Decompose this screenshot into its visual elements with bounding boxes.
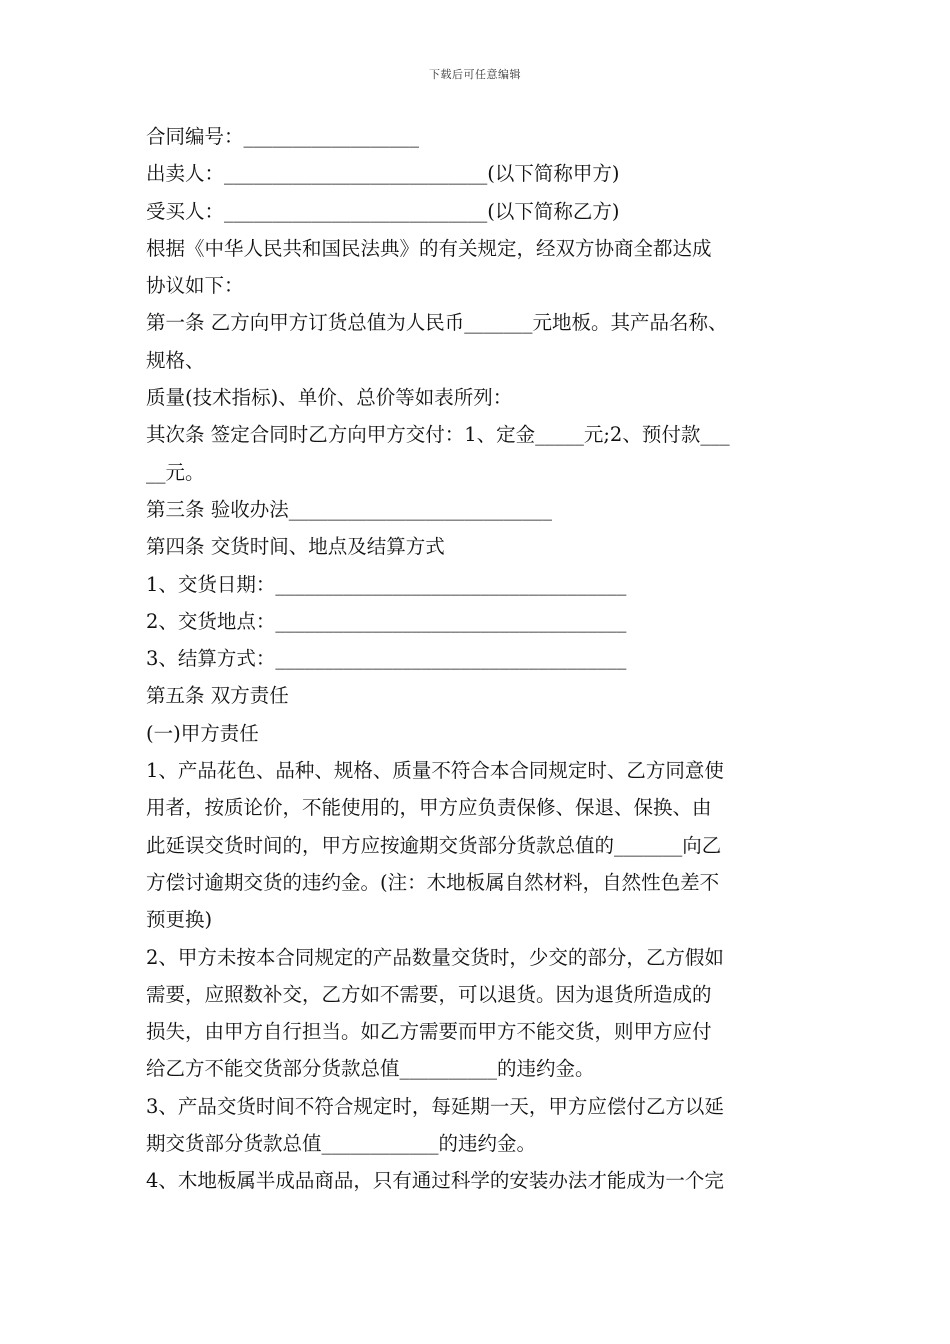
article-5-heading: 第五条 双方责任 [146, 684, 289, 708]
duty-2-line-1: 2、甲方未按本合同规定的产品数量交货时，少交的部分，乙方假如 [146, 945, 724, 969]
duty-1-line-1: 1、产品花色、品种、规格、质量不符合本合同规定时、乙方同意使 [146, 759, 724, 783]
header-note: 下载后可任意编辑 [429, 68, 521, 81]
duty-4-line-1: 4、木地板属半成品商品，只有通过科学的安装办法才能成为一个完 [146, 1169, 724, 1193]
duty-2-line-2: 需要，应照数补交，乙方如不需要，可以退货。因为退货所造成的 [146, 982, 712, 1006]
duty-1-line-3: 此延误交货时间的，甲方应按逾期交货部分货款总值的_______向乙 [146, 833, 722, 857]
delivery-place-line: 2、交货地点：____________________________________ [146, 609, 627, 633]
duty-3-line-1: 3、产品交货时间不符合规定时，每延期一天，甲方应偿付乙方以延 [146, 1094, 724, 1118]
article-1-line-3: 质量(技术指标)、单价、总价等如表所列： [146, 386, 513, 410]
party-a-duty-heading: (一)甲方责任 [146, 721, 259, 745]
article-1-line-2: 规格、 [146, 348, 205, 372]
duty-1-line-4: 方偿讨逾期交货的违约金。(注：木地板属自然材料，自然性色差不 [146, 870, 720, 894]
article-3-line: 第三条 验收办法___________________________ [146, 497, 552, 521]
article-2-line-1: 其次条 签定合同时乙方向甲方交付：1、定金_____元;2、预付款___ [146, 423, 730, 447]
preamble-line-1: 根据《中华人民共和国民法典》的有关规定，经双方协商全都达成 [146, 236, 712, 260]
preamble-line-2: 协议如下： [146, 274, 244, 298]
seller-line: 出卖人：___________________________(以下简称甲方) [146, 162, 620, 186]
article-4-heading: 第四条 交货时间、地点及结算方式 [146, 535, 445, 559]
duty-2-line-3: 损失，由甲方自行担当。如乙方需要而甲方不能交货，则甲方应付 [146, 1020, 712, 1044]
duty-3-line-2: 期交货部分货款总值____________的违约金。 [146, 1132, 537, 1156]
duty-1-line-2: 用者，按质论价，不能使用的，甲方应负责保修、保退、保换、由 [146, 796, 712, 820]
duty-2-line-4: 给乙方不能交货部分货款总值__________的违约金。 [146, 1057, 595, 1081]
article-1-line-1: 第一条 乙方向甲方订货总值为人民币_______元地板。其产品名称、 [146, 311, 728, 335]
contract-body [146, 118, 816, 1200]
duty-1-line-5: 预更换) [146, 908, 213, 932]
contract-number-line: 合同编号：__________________ [146, 125, 420, 148]
article-2-line-2: __元。 [146, 460, 205, 484]
settlement-method-line: 3、结算方式：____________________________________ [146, 647, 627, 671]
buyer-line: 受买人：___________________________(以下简称乙方) [146, 199, 620, 223]
delivery-date-line: 1、交货日期：____________________________________ [146, 572, 627, 596]
